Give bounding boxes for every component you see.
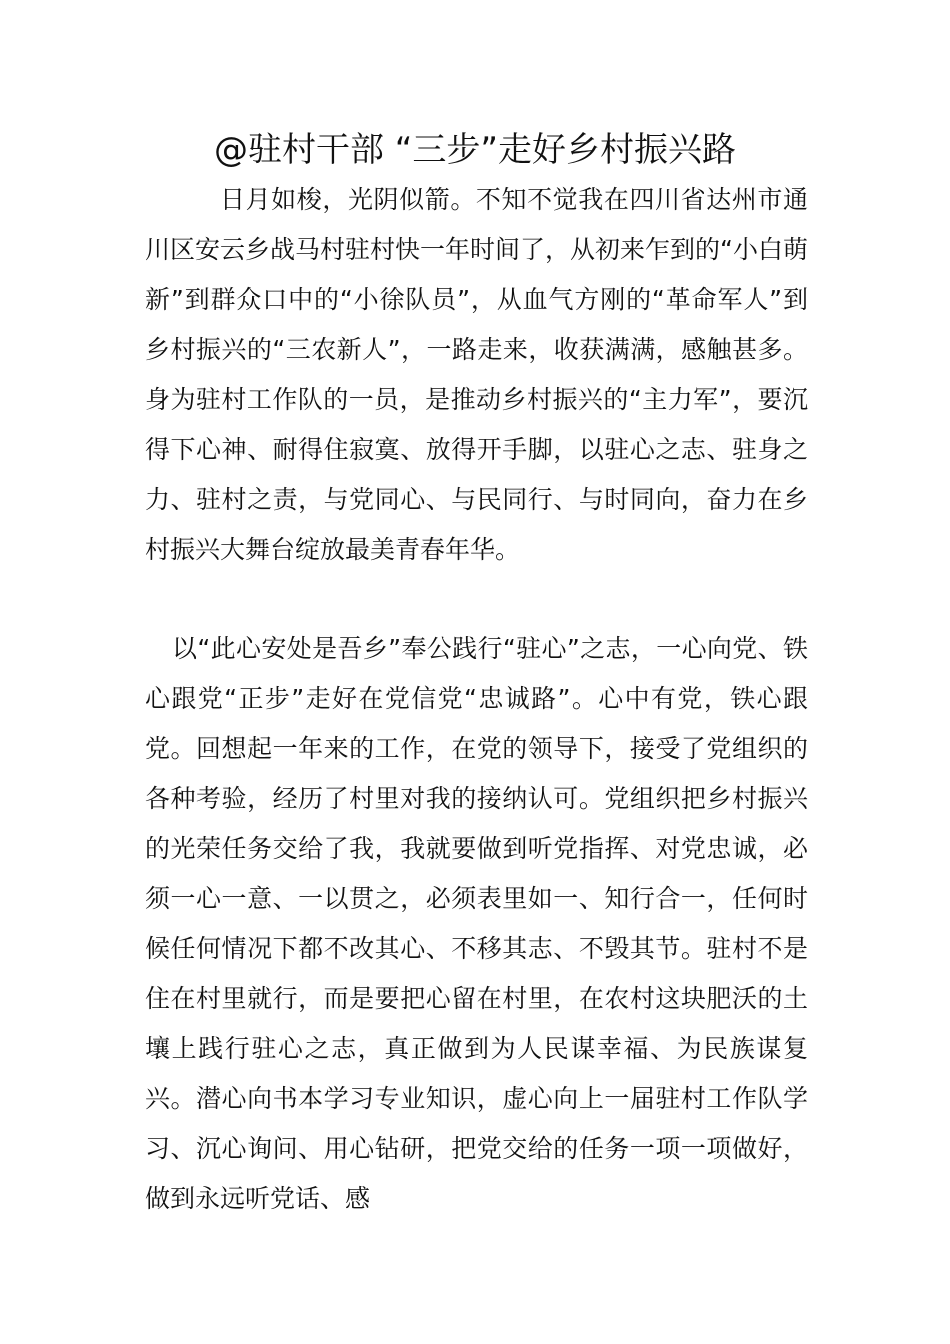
document-title: @驻村干部 “三步”走好乡村振兴路 [213,130,737,170]
paragraph-1: 日月如梭，光阴似箭。不知不觉我在四川省达州市通川区安云乡战马村驻村快一年时间了，从初来乍到的“小白萌新”到群众口中的“小徐队员”，从血气方刚的“革命军人”到乡村振兴的“三农新人”，一路走来，收获满满，感触甚多。身为驻村工作队的一员，是推动乡村振兴的“主力军”，要沉得下心神、耐得住寂寞、放得开手脚，以驻心之志、驻身之力、驻村之责，与党同心、与民同行、与时同向，奋力在乡村振兴大舞台绽放最美青春年华。 [145,185,808,564]
paragraph-2: 以“此心安处是吾乡”奉公践行“驻心”之志，一心向党、铁心跟党“正步”走好在党信党“忠诚路”。心中有党，铁心跟党。回想起一年来的工作，在党的领导下，接受了党组织的各种考验，经历了村里对我的接纳认可。党组织把乡村振兴的光荣任务交给了我，我就要做到听党指挥、对党忠诚，必须一心一意、一以贯之，必须表里如一、知行合一，任何时候任何情况下都不改其心、不移其志、不毁其节。驻村不是住在村里就行，而是要把心留在村里，在农村这块肥沃的土壤上践行驻心之志，真正做到为人民谋幸福、为民族谋复兴。潜心向书本学习专业知识，虚心向上一届驻村工作队学习、沉心询问、用心钻研，把党交给的任务一项一项做好，做到永远听党话、感 [145,634,808,1213]
